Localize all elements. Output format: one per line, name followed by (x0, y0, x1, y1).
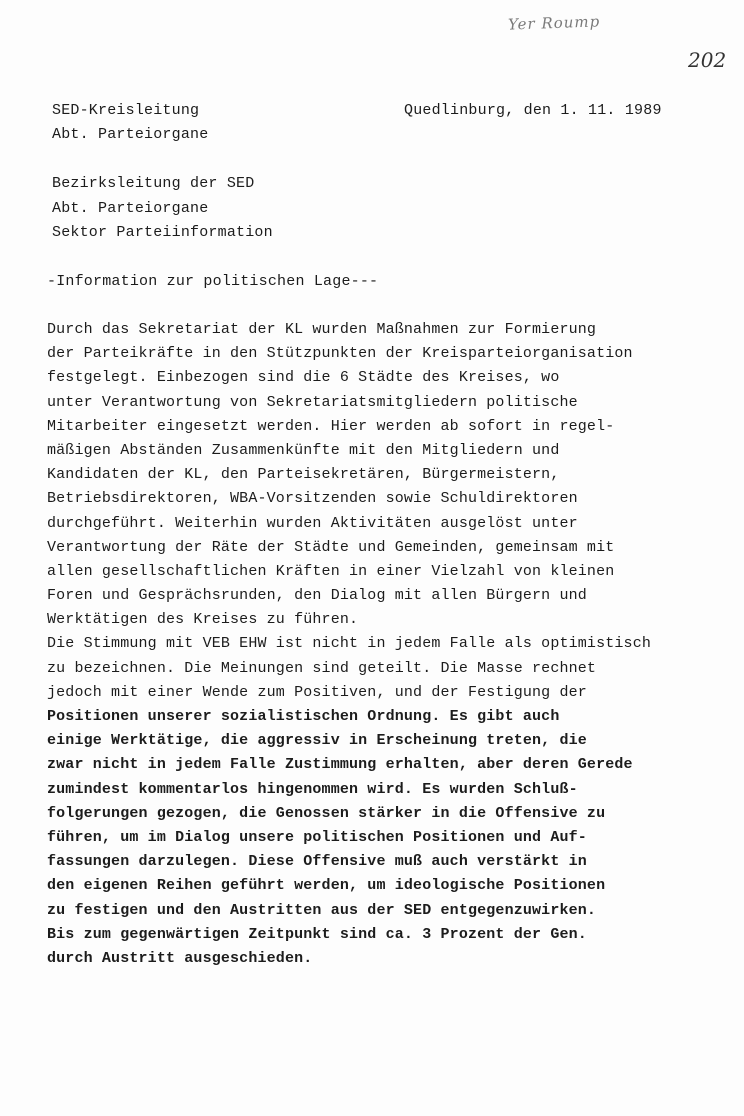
body-line: durchgeführt. Weiterhin wurden Aktivitäten ausgelöst unter (47, 514, 578, 532)
body-line: Positionen unserer sozialistischen Ordnung. Es gibt auch (47, 708, 560, 725)
place-date: Quedlinburg, den 1. 11. 1989 (404, 102, 662, 119)
recipient-line-1: Bezirksleitung der SED (52, 175, 255, 192)
body-line: zwar nicht in jedem Falle Zustimmung erhalten, aber deren Gerede (47, 756, 633, 774)
body-line: Die Stimmung mit VEB EHW ist nicht in jedem Falle als optimistisch (47, 635, 651, 653)
body-line: führen, um im Dialog unsere politischen Positionen und Auf- (47, 828, 587, 846)
body-line: folgerungen gezogen, die Genossen stärker in die Offensive zu (47, 804, 606, 822)
body-line: durch Austritt ausgeschieden. (47, 949, 313, 967)
body-line: unter Verantwortung von Sekretariatsmitgliedern politische (47, 393, 578, 411)
body-line: festgelegt. Einbezogen sind die 6 Städte des Kreises, wo (47, 369, 560, 387)
body-line: allen gesellschaftlichen Kräften in einer Vielzahl von kleinen (47, 562, 615, 580)
body-line: Durch das Sekretariat der KL wurden Maßnahmen zur Formierung (47, 321, 597, 338)
body-line: mäßigen Abständen Zusammenkünfte mit den Mitgliedern und (47, 441, 560, 459)
body-text (47, 318, 727, 971)
sender-line-2: Abt. Parteiorgane (52, 126, 209, 143)
body-line: zu bezeichnen. Die Meinungen sind geteilt. Die Masse rechnet (47, 659, 597, 677)
body-line: zu festigen und den Austritten aus der SED entgegenzuwirken. (47, 901, 597, 919)
page-number: 202 (688, 48, 727, 72)
body-line: zumindest kommentarlos hingenommen wird. Es wurden Schluß- (47, 780, 578, 798)
handwritten-note: Yer Roump (507, 12, 601, 34)
body-line: Betriebsdirektoren, WBA-Vorsitzenden sowie Schuldirektoren (47, 490, 578, 508)
recipient-line-2: Abt. Parteiorgane (52, 200, 209, 217)
recipient-line-3: Sektor Parteiinformation (52, 224, 273, 241)
body-line: Mitarbeiter eingesetzt werden. Hier werden ab sofort in regel- (47, 417, 615, 435)
subject-line: -Information zur politischen Lage--- (47, 273, 379, 290)
body-line: Kandidaten der KL, den Parteisekretären, Bürgermeistern, (47, 466, 560, 484)
body-line: Bis zum gegenwärtigen Zeitpunkt sind ca. 3 Prozent der Gen. (47, 925, 587, 943)
body-line: fassungen darzulegen. Diese Offensive muß auch verstärkt in (47, 853, 587, 871)
body-line: den eigenen Reihen geführt werden, um ideologische Positionen (47, 877, 606, 895)
body-line: der Parteikräfte in den Stützpunkten der Kreisparteiorganisation (47, 345, 633, 363)
body-line: Werktätigen des Kreises zu führen. (47, 611, 359, 629)
body-line: Foren und Gesprächsrunden, den Dialog mit allen Bürgern und (47, 587, 587, 605)
body-line: Verantwortung der Räte der Städte und Gemeinden, gemeinsam mit (47, 538, 615, 556)
body-line: einige Werktätige, die aggressiv in Erscheinung treten, die (47, 732, 587, 750)
body-line: jedoch mit einer Wende zum Positiven, und der Festigung der (47, 683, 587, 701)
sender-line-1: SED-Kreisleitung (52, 102, 200, 119)
